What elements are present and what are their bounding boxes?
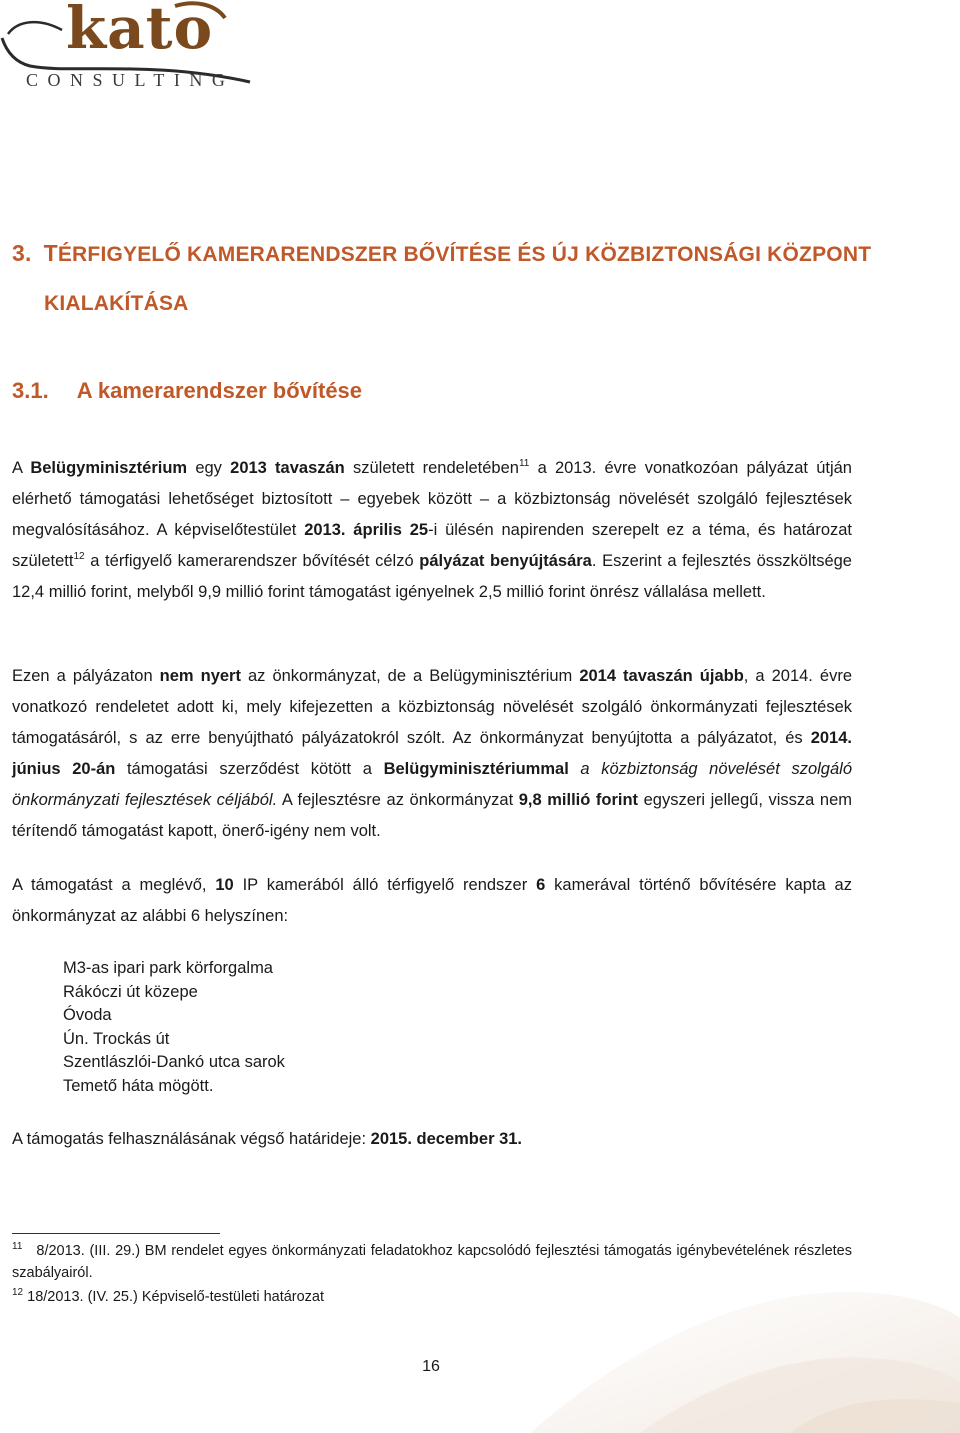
chapter-heading-line2: KIALAKÍTÁSA (44, 292, 189, 315)
deadline-paragraph: A támogatás felhasználásának végső határideje: 2015. december 31. (12, 1130, 523, 1148)
logo-tagline: CONSULTING (26, 70, 235, 90)
footnote-12: $^{12}$ 18/2013. (IV. 25.) Képviselő-testületi határozat (12, 1287, 325, 1305)
section-heading (12, 378, 362, 404)
footnote-ref-11[interactable]: 11 (518, 458, 530, 469)
location-list (63, 957, 285, 1098)
company-logo (0, 0, 270, 100)
list-item: Temető háta mögött. (63, 1076, 214, 1095)
paragraph-2: Ezen a pályázaton nem nyert az önkormányzat, de a Belügyminisztérium 2014 tavaszán újabb, a 2014. évre vonatkozó rendeletet adott ki, mely kifejezetten a közbiztonság növelését szolgáló önkormányzati fejlesztések támogatásáról, s az erre benyújtható pályázatokról szólt. Az önkormányzat benyújtotta a pályázatot, és 2014. június 20-án támogatási szerződést kötött a Belügyminisztériummal a közbiztonság növelését szolgáló önkormányzati fejlesztések céljából. A fejlesztésre az önkormányzat 9,8 millió forint egyszeri jellegű, vissza nem térítendő támogatást kapott, önerő-igény nem volt. (12, 667, 852, 840)
list-item: Rákóczi út közepe (63, 982, 198, 1001)
list-item: Ún. Trockás út (63, 1029, 170, 1048)
paragraph-1: A Belügyminisztérium egy 2013 tavaszán született rendeletében$^{11}$ a 2013. évre vonatkozóan pályázat útján elérhető támogatási lehetőséget biztosított – egyebek között – a közbiztonság növelését szolgáló fejlesztések megvalósításához. A képviselőtestület 2013. április 25-i ülésén napirenden szerepelt ez a téma, és határozat született$^{12}$ a térfigyelő kamerarendszer bővítését célzó pályázat benyújtására. Eszerint a fejlesztés összköltsége 12,4 millió forint, melyből 9,9 millió forint támogatást igényelnek 2,5 millió forint önrész vállalása mellett. (12, 458, 853, 601)
page-number: 16 (422, 1358, 440, 1375)
paragraph-3: A támogatást a meglévő, 10 IP kamerából álló térfigyelő rendszer 6 kamerával történő bővítésére kapta az önkormányzat az alábbi 6 helyszínen: (12, 876, 852, 925)
footnote-divider (12, 1233, 220, 1234)
logo-wordmark: kato (66, 0, 214, 62)
list-item: Óvoda (63, 1006, 112, 1024)
list-item: M3-as ipari park körforgalma (63, 959, 273, 977)
chapter-heading (12, 229, 892, 328)
footnote-11: $^{11}$ 8/2013. (III. 29.) BM rendelet egyes önkormányzati feladatokhoz kapcsolódó fejlesztési támogatás igénybevételének részletes szabályairól. (12, 1241, 852, 1281)
section-title: A kamerarendszer bővítése (76, 378, 363, 403)
footnote-ref-12[interactable]: 12 (73, 551, 85, 562)
chapter-heading-line1: 3. TÉRFIGYELŐ KAMERARENDSZER BŐVÍTÉSE ÉS ÚJ KÖZBIZTONSÁGI KÖZPONT (12, 240, 872, 266)
chapter-number: 3. (12, 240, 32, 266)
list-item: Szentlászlói-Dankó utca sarok (63, 1053, 285, 1071)
section-number: 3.1. (12, 378, 49, 403)
